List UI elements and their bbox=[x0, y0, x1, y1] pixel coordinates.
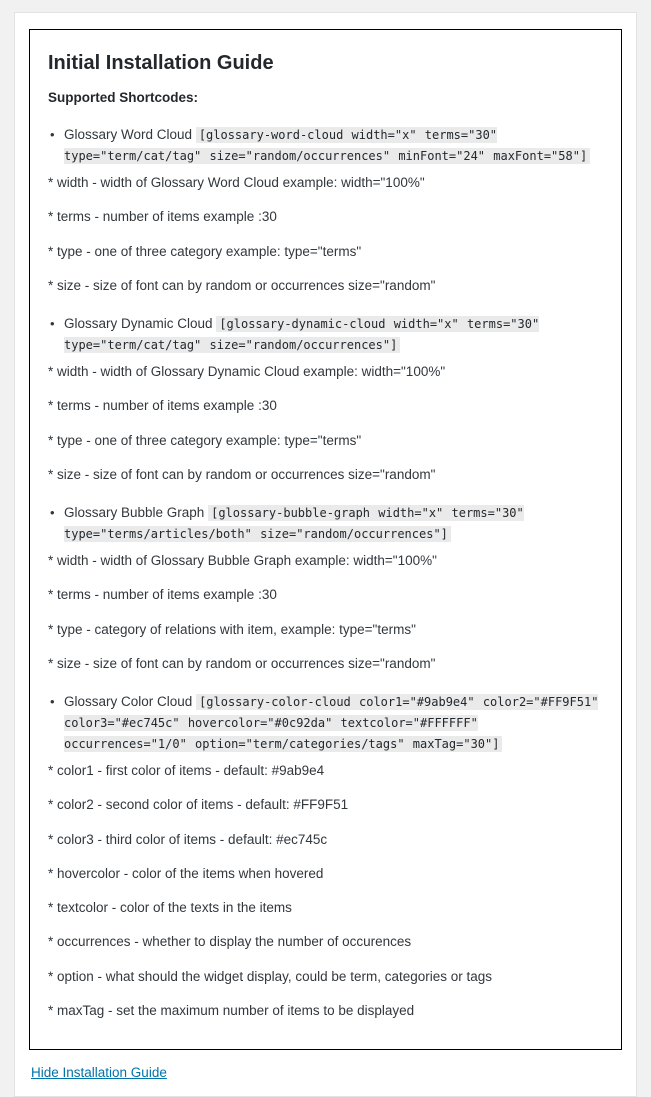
shortcode-note: * occurrences - whether to display the number of occurences bbox=[48, 934, 412, 950]
shortcode-name: Glossary Color Cloud bbox=[64, 694, 193, 709]
shortcode-note: * size - size of font can by random or occurrences size="random" bbox=[48, 655, 436, 671]
shortcode-note: * type - one of three category example: type="terms" bbox=[48, 432, 362, 448]
shortcode-heading bbox=[48, 125, 601, 167]
shortcode-note: * size - size of font can by random or occurrences size="random" bbox=[48, 277, 436, 293]
shortcode-name: Glossary Word Cloud bbox=[64, 127, 193, 142]
guide-box bbox=[29, 29, 622, 1050]
shortcode-note: * maxTag - set the maximum number of items to be displayed bbox=[48, 1002, 415, 1018]
shortcode-heading bbox=[48, 314, 601, 356]
shortcode-heading bbox=[48, 692, 601, 755]
shortcode-note: * type - one of three category example: type="terms" bbox=[48, 243, 362, 259]
shortcode-code: [glossary-color-cloud color1="#9ab9e4" color2="#FF9F51" color3="#ec745c" hovercolor="#0c92da" textcolor="#FFFFFF" occurrences="1/0" option="term/categories/tags" maxTag="30"] bbox=[64, 695, 599, 751]
bullet-icon: • bbox=[50, 316, 55, 331]
shortcode-note: * terms - number of items example :30 bbox=[48, 209, 277, 225]
shortcode-code: [glossary-word-cloud width="x" terms="30" type="term/cat/tag" size="random/occurrences" minFont="24" maxFont="58"] bbox=[64, 127, 590, 164]
shortcode-note: * width - width of Glossary Bubble Graph example: width="100%" bbox=[48, 553, 437, 568]
hide-installation-guide-link[interactable]: Hide Installation Guide bbox=[31, 1065, 167, 1080]
shortcode-note: * color3 - third color of items - default: #ec745c bbox=[48, 831, 328, 847]
shortcode-note: * textcolor - color of the texts in the items bbox=[48, 900, 292, 915]
installation-guide-panel bbox=[14, 12, 637, 1097]
shortcode-note: * width - width of Glossary Dynamic Cloud example: width="100%" bbox=[48, 364, 446, 379]
shortcode-note: * width - width of Glossary Word Cloud example: width="100%" bbox=[48, 175, 425, 190]
shortcode-note: * terms - number of items example :30 bbox=[48, 587, 277, 603]
shortcode-note: * terms - number of items example :30 bbox=[48, 398, 277, 414]
shortcode-group bbox=[48, 314, 601, 485]
shortcode-note: * size - size of font can by random or occurrences size="random" bbox=[48, 466, 436, 482]
shortcode-note: * hovercolor - color of the items when hovered bbox=[48, 865, 324, 881]
shortcode-code: [glossary-bubble-graph width="x" terms="30" type="terms/articles/both" size="random/occurrences"] bbox=[64, 506, 524, 541]
shortcode-note: * color1 - first color of items - default: #9ab9e4 bbox=[48, 763, 325, 778]
shortcode-name: Glossary Bubble Graph bbox=[64, 505, 205, 520]
shortcode-group bbox=[48, 692, 601, 1021]
shortcode-name: Glossary Dynamic Cloud bbox=[64, 316, 213, 331]
footer-link-row bbox=[29, 1050, 622, 1082]
supported-shortcodes-heading: Supported Shortcodes: bbox=[48, 90, 199, 105]
bullet-icon: • bbox=[50, 694, 55, 709]
bullet-icon: • bbox=[50, 127, 55, 142]
shortcode-group bbox=[48, 503, 601, 674]
shortcode-code: [glossary-dynamic-cloud width="x" terms="30" type="term/cat/tag" size="random/occurrences"] bbox=[64, 317, 540, 352]
shortcode-heading bbox=[48, 503, 601, 545]
bullet-icon: • bbox=[50, 505, 55, 520]
shortcode-note: * color2 - second color of items - default: #FF9F51 bbox=[48, 797, 349, 813]
shortcode-note: * type - category of relations with item, example: type="terms" bbox=[48, 621, 416, 637]
shortcode-group bbox=[48, 125, 601, 296]
shortcode-note: * option - what should the widget display, could be term, categories or tags bbox=[48, 968, 492, 984]
page-title: Initial Installation Guide bbox=[48, 52, 274, 74]
